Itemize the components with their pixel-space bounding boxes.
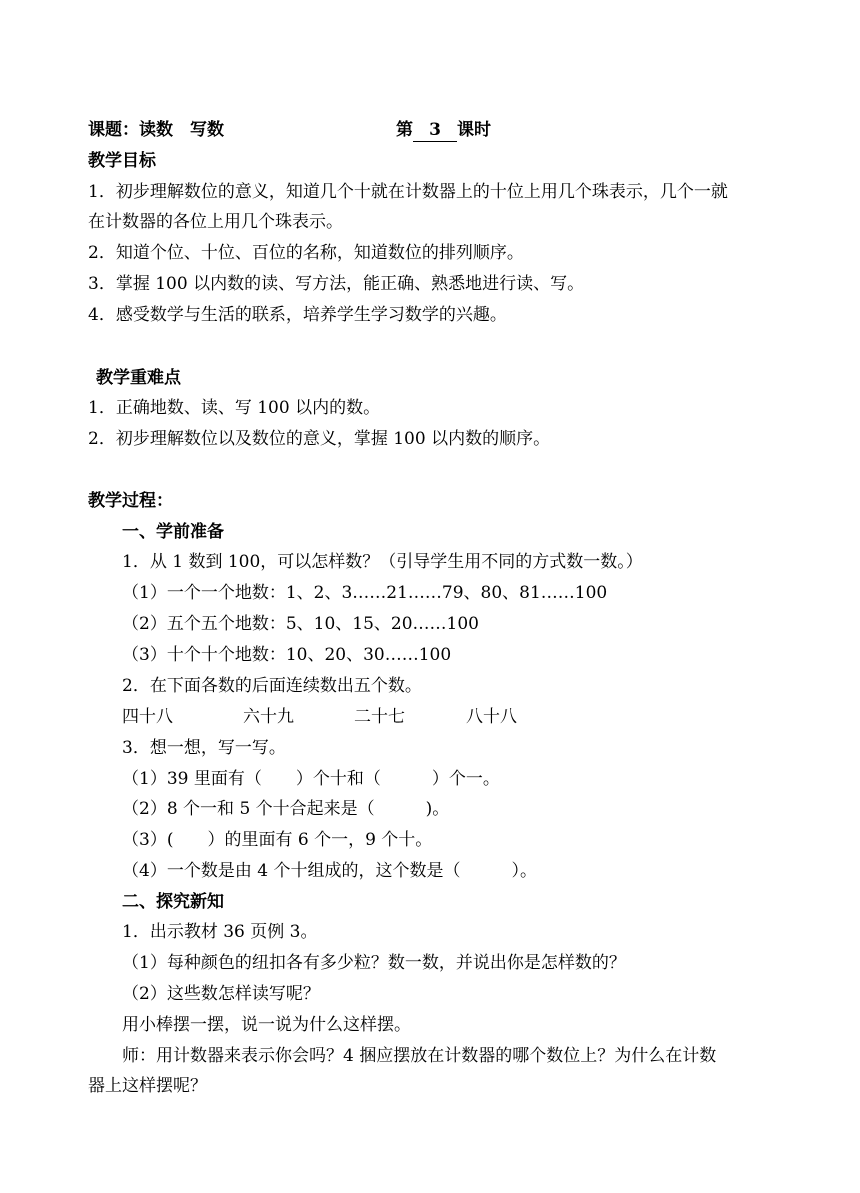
process-line: （2）五个五个地数：5、10、15、20……100 [122, 614, 479, 634]
process-line: 2．在下面各数的后面连续数出五个数。 [122, 676, 422, 696]
key-point-line: 2．初步理解数位以及数位的意义，掌握 100 以内数的顺序。 [88, 429, 551, 449]
number-word: 四十八 [122, 707, 173, 727]
section2-heading: 二、探究新知 [122, 892, 224, 912]
objective-line: 在计数器的各位上用几个珠表示。 [88, 212, 343, 232]
lesson-suffix: 课时 [457, 120, 491, 140]
process-line: 师：用计数器来表示你会吗？4 捆应摆放在计数器的哪个数位上？为什么在计数 [122, 1046, 717, 1066]
process-line: 1．从 1 数到 100，可以怎样数？（引导学生用不同的方式数一数。） [122, 552, 643, 572]
objective-line: 1．初步理解数位的意义，知道几个十就在计数器上的十位上用几个珠表示，几个一就 [88, 182, 728, 202]
process-line: （3）十个十个地数：10、20、30……100 [122, 645, 452, 665]
process-line: 3．想一想，写一写。 [122, 738, 286, 758]
objective-line: 2．知道个位、十位、百位的名称，知道数位的排列顺序。 [88, 243, 524, 263]
topic-title: 课题：读数 写数 [88, 120, 224, 140]
process-line: （1）一个一个地数：1、2、3……21……79、80、81……100 [122, 583, 608, 603]
key-points-heading: 教学重难点 [96, 368, 181, 388]
process-line: 器上这样摆呢？ [88, 1076, 207, 1096]
lesson-prefix: 第 [396, 120, 413, 140]
number-word: 二十七 [354, 707, 405, 727]
process-line: （1）39 里面有（ ）个十和（ ）个一。 [122, 769, 500, 789]
number-word: 六十九 [243, 707, 294, 727]
process-line: （2）这些数怎样读写呢？ [122, 984, 320, 1004]
objective-line: 4．感受数学与生活的联系，培养学生学习数学的兴趣。 [88, 305, 507, 325]
lesson-number-title [396, 119, 491, 142]
objective-line: 3．掌握 100 以内数的读、写方法，能正确、熟悉地进行读、写。 [88, 274, 585, 294]
number-word: 八十八 [466, 707, 517, 727]
process-line: （2）8 个一和 5 个十合起来是（ )。 [122, 799, 450, 819]
lesson-number: 3 [413, 119, 457, 142]
process-line: 1．出示教材 36 页例 3。 [122, 922, 318, 942]
process-line: （3）( ）的里面有 6 个一，9 个十。 [122, 830, 433, 850]
process-line: （4）一个数是由 4 个十组成的，这个数是（ ）。 [122, 861, 537, 881]
key-point-line: 1．正确地数、读、写 100 以内的数。 [88, 398, 381, 418]
process-heading: 教学过程： [88, 491, 173, 511]
process-line: 用小棒摆一摆，说一说为什么这样摆。 [122, 1015, 411, 1035]
process-line: （1）每种颜色的纽扣各有多少粒？数一数，并说出你是怎样数的？ [122, 953, 626, 973]
numbers-row [122, 706, 517, 728]
objectives-heading: 教学目标 [88, 151, 156, 171]
section1-heading: 一、学前准备 [122, 522, 224, 542]
